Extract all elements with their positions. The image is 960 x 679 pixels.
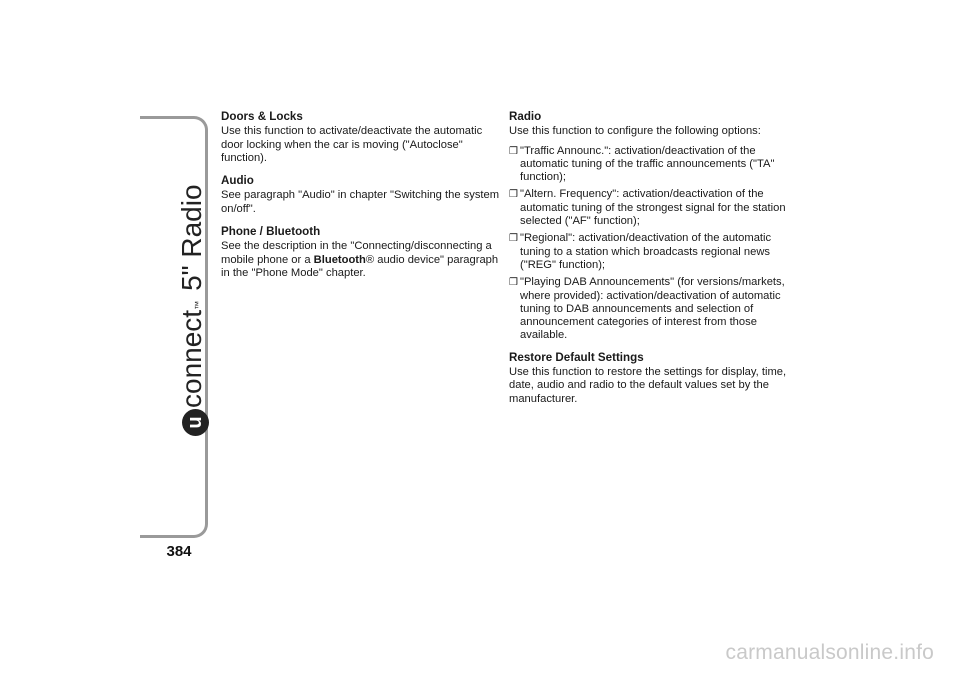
doors-locks-heading: Doors & Locks bbox=[221, 110, 303, 123]
list-item bbox=[509, 232, 793, 272]
model-name: 5" Radio bbox=[176, 184, 207, 291]
phone-text-part: ® audio device" paragraph in the "Phone Mode" chapter. bbox=[221, 253, 499, 279]
doors-locks-text: Use this function to activate/deactivate the automatic door locking when the car is moving ("Autoclose" function). bbox=[221, 125, 483, 164]
option-text: "Altern. Frequency": activation/deactivation of the automatic tuning of the strongest signal for the station selected ("AF" function); bbox=[520, 188, 786, 228]
radio-intro: Use this function to configure the following options: bbox=[509, 125, 761, 138]
option-text: "Traffic Announc.": activation/deactivation of the automatic tuning of the traffic announcements ("TA" function); bbox=[520, 144, 775, 184]
radio-options-list bbox=[509, 145, 793, 343]
phone-bluetooth-heading: Phone / Bluetooth bbox=[221, 225, 321, 239]
site-watermark: carmanualsonline.info bbox=[725, 641, 934, 664]
trademark-mark: ™ bbox=[193, 300, 203, 310]
phone-text-part: See the description in the "Connecting/disconnecting a mobile phone or a bbox=[221, 240, 492, 266]
audio-heading: Audio bbox=[221, 174, 254, 188]
list-item bbox=[509, 276, 793, 342]
right-column bbox=[509, 110, 793, 412]
brand-name: connect bbox=[176, 309, 207, 408]
checkbox-bullet-icon: ❒ bbox=[509, 277, 518, 289]
list-item bbox=[509, 188, 793, 228]
audio-text: See paragraph "Audio" in chapter "Switching the system on/off". bbox=[221, 189, 500, 215]
radio-heading: Radio bbox=[509, 110, 542, 123]
bluetooth-term: Bluetooth bbox=[313, 253, 366, 266]
option-text: "Regional": activation/deactivation of the automatic tuning to a station which broadcasts regional news ("REG" function); bbox=[520, 232, 772, 271]
list-item bbox=[509, 145, 793, 185]
page-number: 384 bbox=[166, 543, 192, 560]
uconnect-logo-icon: u bbox=[182, 409, 209, 436]
restore-defaults-heading: Restore Default Settings bbox=[509, 350, 644, 364]
phone-bluetooth-text bbox=[221, 240, 501, 280]
left-column bbox=[221, 110, 501, 286]
restore-defaults-text: Use this function to restore the settings for display, time, date, audio and radio to the default values set by the manufacturer. bbox=[509, 366, 787, 405]
checkbox-bullet-icon: ❒ bbox=[509, 233, 518, 245]
option-text: "Playing DAB Announcements" (for versions/markets, where provided): activation/deactivation of automatic tuning to DAB announcements and selection of announcement categories of interest from those available. bbox=[520, 276, 785, 342]
checkbox-bullet-icon: ❒ bbox=[509, 189, 518, 201]
chapter-label bbox=[176, 184, 209, 436]
checkbox-bullet-icon: ❒ bbox=[509, 145, 518, 157]
